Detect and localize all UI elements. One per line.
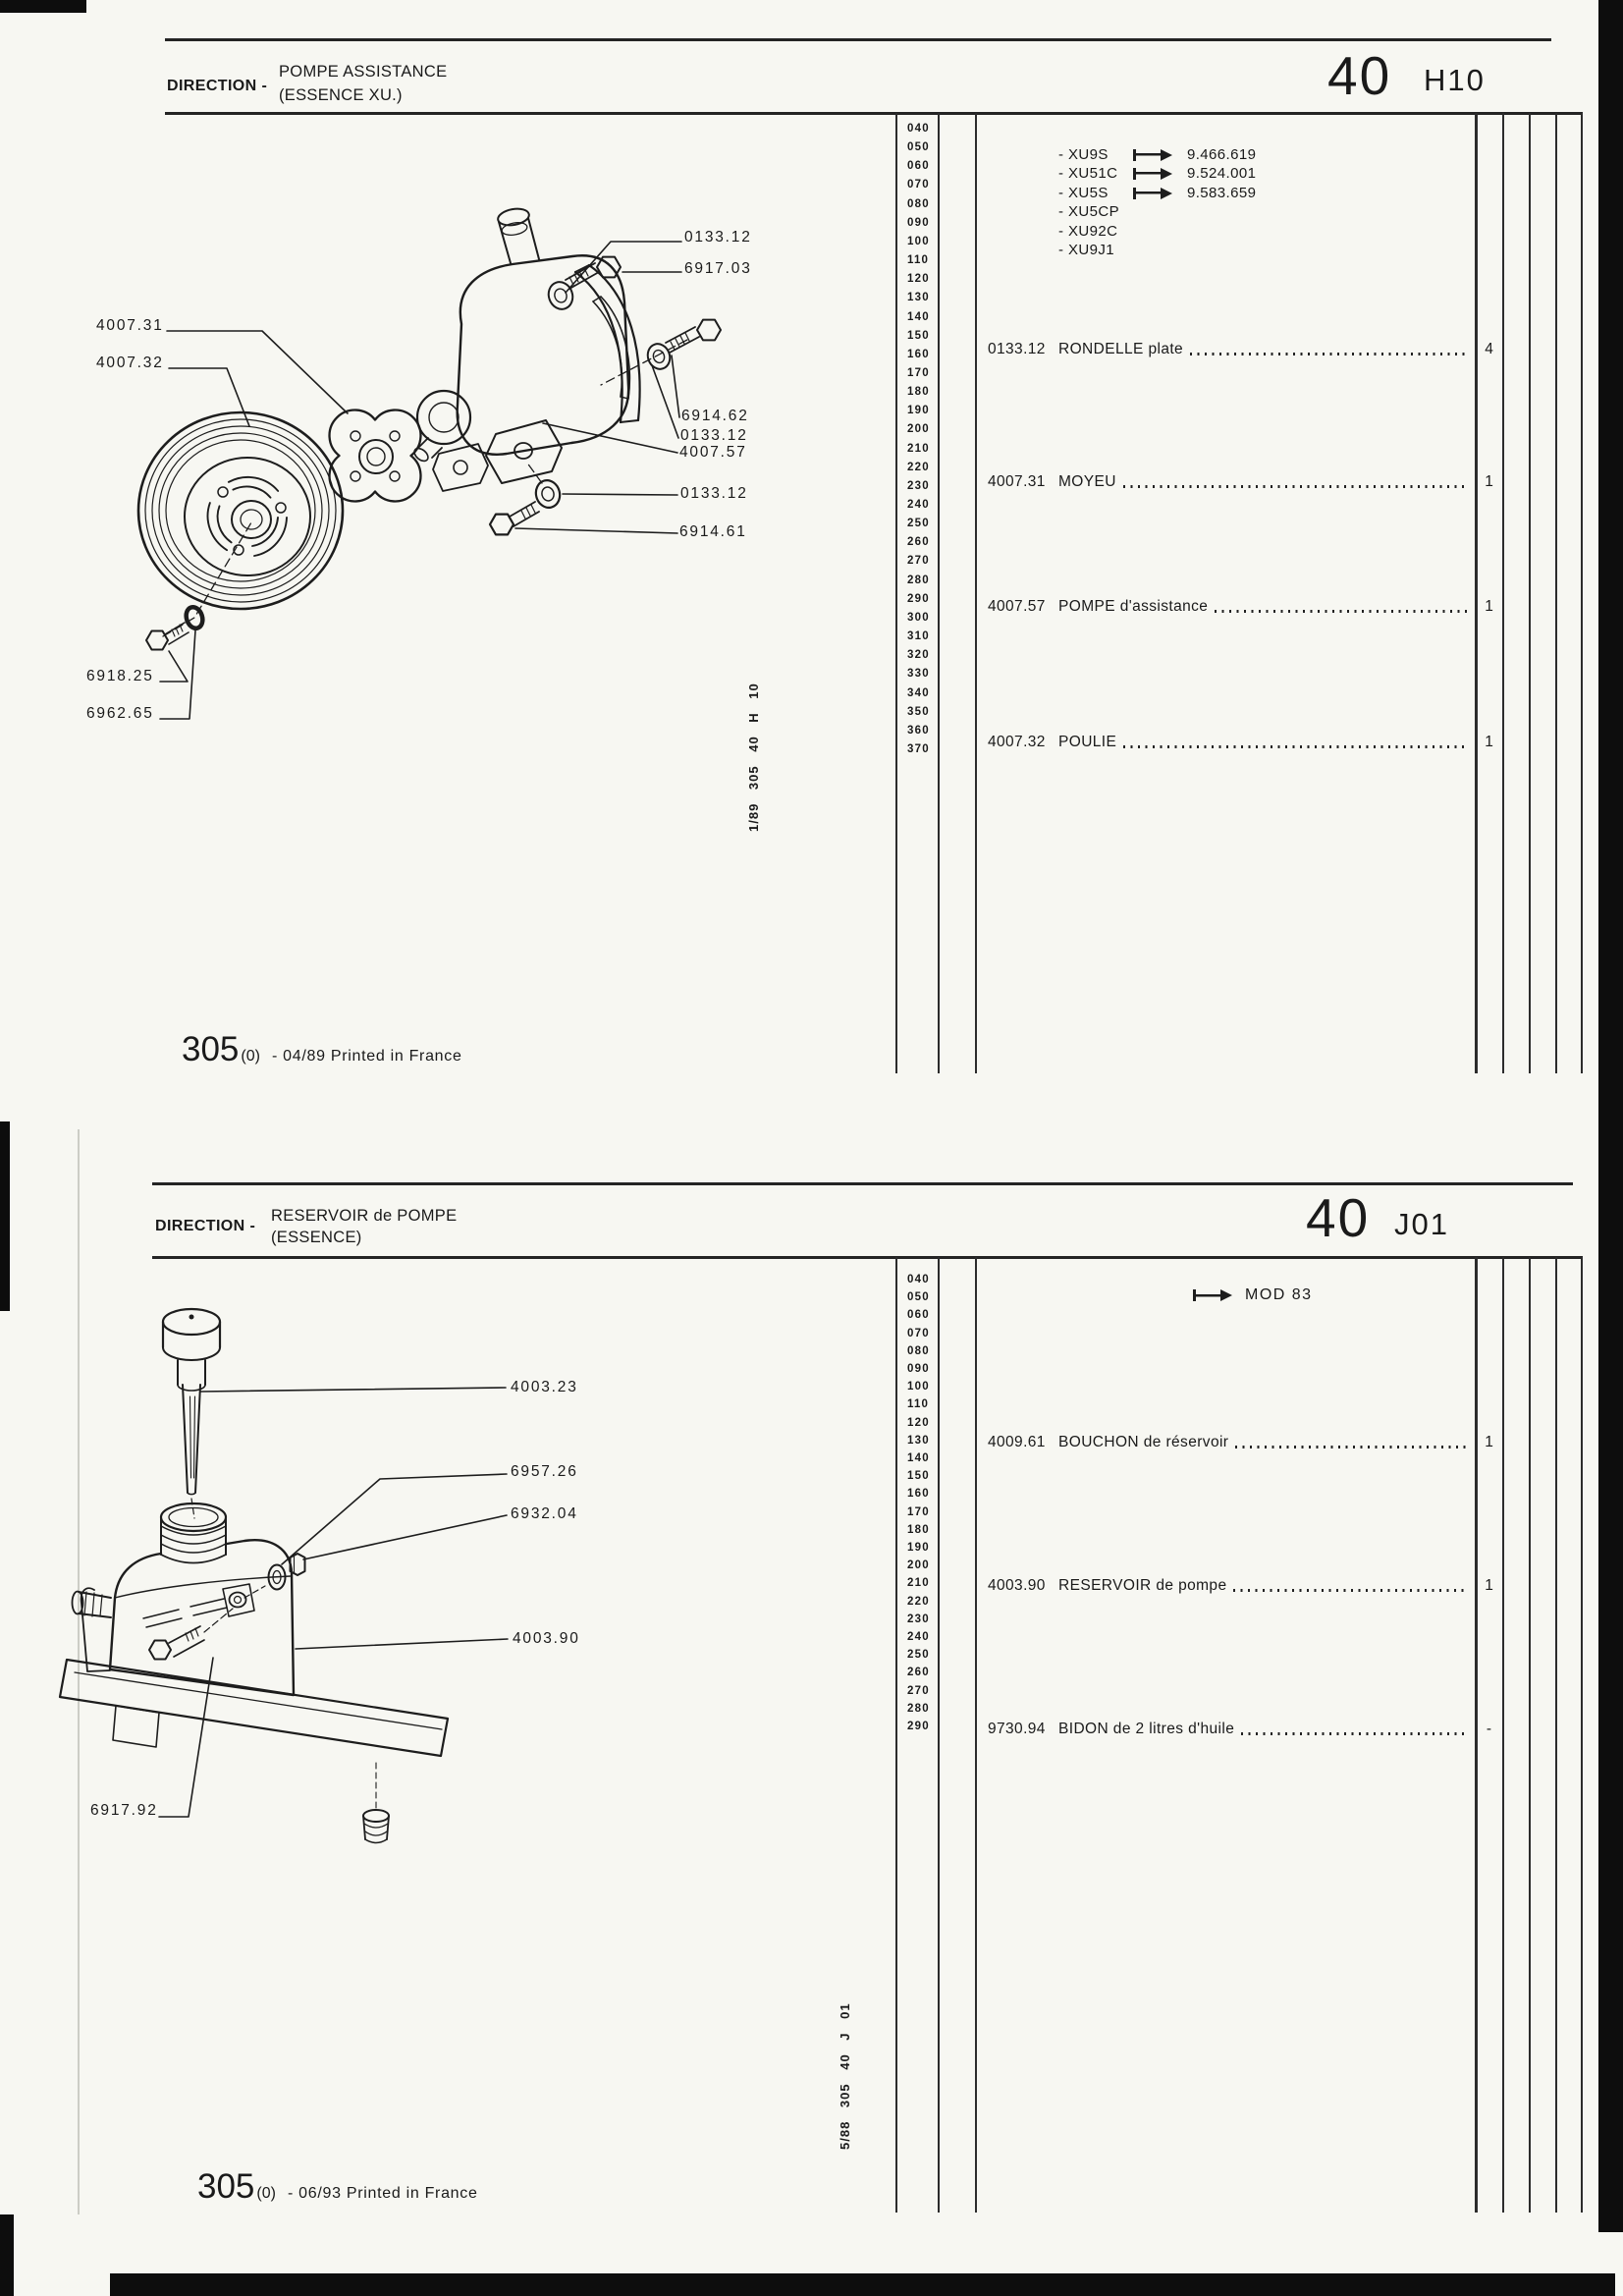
- part-number: 9730.94: [988, 1721, 1046, 1737]
- successor-number: 9.524.001: [1187, 165, 1257, 182]
- dot-leader: [1215, 610, 1467, 612]
- ref-number: 350: [907, 705, 930, 718]
- part-row: [988, 473, 1471, 491]
- ref-number: 270: [907, 1684, 930, 1697]
- tank-body-drawing: [73, 1540, 295, 1695]
- part-number: 4007.57: [988, 598, 1046, 615]
- ref-number: 190: [907, 405, 930, 417]
- washer-icon: [644, 341, 674, 372]
- mod-note-text: MOD 83: [1245, 1286, 1313, 1303]
- ref-number-column: [907, 0, 950, 2296]
- ref-number: 100: [907, 235, 930, 247]
- bracket-arm-drawing: [575, 265, 640, 422]
- bolt-icon: [149, 1609, 233, 1660]
- maps-to-arrow-icon: [1133, 168, 1172, 180]
- part-qty: -: [1486, 1721, 1492, 1737]
- column-line: [1502, 113, 1504, 1073]
- part-qty: 1: [1485, 1434, 1493, 1450]
- part-row: [988, 1577, 1471, 1595]
- ref-number: 280: [907, 1702, 930, 1715]
- page-number: 40: [1306, 1187, 1371, 1248]
- engine-code: - XU5CP: [1058, 203, 1119, 220]
- footer-print-info: - 06/93 Printed in France: [287, 2185, 478, 2202]
- cap-dipstick-drawing: [163, 1309, 220, 1518]
- ref-number: 120: [907, 1416, 930, 1429]
- footer-doc-rev: (0): [241, 1048, 260, 1065]
- part-qty: 1: [1485, 473, 1493, 490]
- ref-number: 170: [907, 1505, 930, 1518]
- pulley-drawing: [138, 412, 343, 609]
- ref-number: 310: [907, 630, 930, 643]
- ref-number: 150: [907, 1470, 930, 1483]
- part-callout: 6932.04: [511, 1505, 578, 1522]
- ref-number: 130: [907, 292, 930, 304]
- ref-number: 220: [907, 1595, 930, 1608]
- part-row: [988, 598, 1471, 616]
- part-callout: 4007.31: [96, 317, 164, 334]
- maps-to-arrow-icon: [1133, 188, 1172, 199]
- section-title-line2: (ESSENCE XU.): [279, 86, 403, 104]
- part-row: [988, 734, 1471, 751]
- ref-number: 340: [907, 686, 930, 699]
- ref-number: 260: [907, 1667, 930, 1679]
- header-rule-top: [165, 38, 1551, 41]
- ref-number: 140: [907, 1452, 930, 1464]
- column-line: [1529, 113, 1531, 1073]
- part-description: RESERVOIR de pompe: [1058, 1577, 1227, 1594]
- ref-number: 230: [907, 1613, 930, 1625]
- ref-number: 160: [907, 348, 930, 360]
- ref-number: 200: [907, 1559, 930, 1572]
- ref-number: 100: [907, 1381, 930, 1394]
- part-callout: 6918.25: [86, 668, 154, 684]
- ref-number: 050: [907, 141, 930, 154]
- engine-code: - XU51C: [1058, 165, 1118, 182]
- part-number: 0133.12: [988, 341, 1046, 357]
- part-callout: 4003.23: [511, 1379, 578, 1395]
- engine-code: - XU9J1: [1058, 242, 1114, 258]
- part-number: 4007.31: [988, 473, 1046, 490]
- part-description: RONDELLE plate: [1058, 341, 1184, 357]
- scan-artifact: [1598, 0, 1623, 2232]
- part-number: 4003.90: [988, 1577, 1046, 1594]
- ref-number: 240: [907, 499, 930, 511]
- part-callout: 0133.12: [680, 485, 748, 502]
- ref-number: 040: [907, 1274, 930, 1285]
- variant-row: [1058, 223, 1133, 240]
- section-label: DIRECTION -: [155, 1218, 256, 1234]
- ref-number: 250: [907, 518, 930, 530]
- page-number: 40: [1327, 45, 1392, 106]
- variant-row: [1058, 185, 1256, 201]
- column-line: [975, 113, 977, 1073]
- column-line: [1475, 113, 1478, 1073]
- ref-number: 110: [907, 254, 930, 267]
- part-row: [988, 1721, 1471, 1738]
- dot-leader: [1233, 1589, 1467, 1591]
- part-description: BOUCHON de réservoir: [1058, 1434, 1229, 1450]
- page-code: H10: [1424, 63, 1486, 97]
- ref-number: 180: [907, 386, 930, 399]
- column-line: [1529, 1257, 1531, 2213]
- ref-number: 370: [907, 742, 930, 755]
- column-line: [1555, 113, 1557, 1073]
- ref-number: 040: [907, 123, 930, 135]
- mod-note: [1193, 1286, 1313, 1304]
- engine-code: - XU9S: [1058, 146, 1109, 163]
- bolt-icon: [146, 623, 189, 650]
- column-line: [895, 113, 897, 1073]
- section-title-line1: POMPE ASSISTANCE: [279, 63, 448, 81]
- scan-artifact: [0, 0, 86, 13]
- ref-number: 060: [907, 160, 930, 173]
- section-label: DIRECTION -: [167, 78, 268, 94]
- successor-number: 9.466.619: [1187, 146, 1257, 163]
- part-callout: 0133.12: [684, 229, 752, 246]
- ref-number: 080: [907, 1344, 930, 1357]
- ref-number: 220: [907, 461, 930, 473]
- column-line: [895, 1257, 897, 2213]
- ref-number: 270: [907, 555, 930, 568]
- engine-code: - XU92C: [1058, 223, 1118, 240]
- ref-number: 210: [907, 1577, 930, 1590]
- part-callout: 6962.65: [86, 705, 154, 722]
- print-code-vertical: 1/89 305 40 H 10: [746, 683, 761, 832]
- ref-number: 330: [907, 668, 930, 681]
- variant-row: [1058, 242, 1133, 258]
- nut-icon: [244, 1554, 305, 1598]
- dot-leader: [1241, 1732, 1467, 1734]
- part-number: 4007.32: [988, 734, 1046, 750]
- part-callout: 4003.90: [513, 1630, 580, 1647]
- ref-number: 190: [907, 1542, 930, 1554]
- ref-number: 180: [907, 1523, 930, 1536]
- column-line: [975, 1257, 977, 2213]
- ref-number: 210: [907, 442, 930, 455]
- part-callout: 6957.26: [511, 1463, 578, 1480]
- footer-print-info: - 04/89 Printed in France: [271, 1048, 462, 1065]
- header-rule-top: [152, 1182, 1573, 1185]
- washer-icon: [545, 279, 576, 313]
- pump-exploded-diagram: [59, 128, 893, 795]
- part-row: [988, 1434, 1471, 1451]
- part-qty: 1: [1485, 1577, 1493, 1594]
- part-callout: 4007.57: [679, 444, 747, 461]
- part-callout: 6917.03: [684, 260, 752, 277]
- print-code-vertical: 5/88 305 40 J 01: [838, 2002, 852, 2150]
- assembly-axis: [163, 340, 687, 636]
- ref-number: 080: [907, 197, 930, 210]
- washer-icon: [533, 477, 563, 510]
- column-line: [1581, 113, 1583, 1073]
- part-qty: 1: [1485, 598, 1493, 615]
- part-description: POMPE d'assistance: [1058, 598, 1209, 615]
- bolt-icon: [490, 502, 539, 534]
- ref-number: 120: [907, 273, 930, 286]
- part-number: 4009.61: [988, 1434, 1046, 1450]
- ref-number: 050: [907, 1291, 930, 1304]
- ref-number: 150: [907, 329, 930, 342]
- dot-leader: [1235, 1446, 1467, 1448]
- ref-number: 060: [907, 1309, 930, 1322]
- part-callout: 6914.62: [681, 408, 749, 424]
- ref-number: 250: [907, 1649, 930, 1662]
- ref-number: 090: [907, 1363, 930, 1375]
- maps-to-arrow-icon: [1133, 149, 1172, 161]
- page-code: J01: [1394, 1207, 1449, 1241]
- scan-artifact: [0, 1121, 10, 1311]
- ref-number: 140: [907, 310, 930, 323]
- ref-number: 070: [907, 179, 930, 191]
- ref-number: 200: [907, 423, 930, 436]
- section-title-line2: (ESSENCE): [271, 1229, 362, 1246]
- ref-number: 170: [907, 366, 930, 379]
- part-row: [988, 341, 1471, 358]
- part-callout: 6917.92: [90, 1802, 158, 1819]
- part-callout: 0133.12: [680, 427, 748, 444]
- section-title-line1: RESERVOIR de POMPE: [271, 1207, 458, 1225]
- part-description: BIDON de 2 litres d'huile: [1058, 1721, 1235, 1737]
- ref-number: 280: [907, 574, 930, 586]
- header-rule-bottom: [152, 1256, 1583, 1259]
- base-tray-drawing: [60, 1660, 448, 1756]
- column-line: [1581, 1257, 1583, 2213]
- footer-doc-number: 305: [197, 2167, 255, 2206]
- dot-leader: [1123, 485, 1467, 487]
- variant-row: [1058, 165, 1256, 182]
- ref-number: 320: [907, 649, 930, 662]
- ref-number: 290: [907, 592, 930, 605]
- page-footer: [182, 1032, 462, 1066]
- ref-number: 130: [907, 1434, 930, 1447]
- bolt-icon: [666, 320, 721, 353]
- variant-row: [1058, 146, 1256, 163]
- ref-number: 110: [907, 1398, 930, 1411]
- ref-number: 290: [907, 1721, 930, 1732]
- dot-leader: [1123, 745, 1467, 747]
- header-rule-bottom: [165, 112, 1583, 115]
- ref-number: 260: [907, 536, 930, 549]
- ref-number: 230: [907, 479, 930, 492]
- scan-artifact: [0, 2214, 14, 2296]
- column-line: [1555, 1257, 1557, 2213]
- page-footer: [197, 2169, 478, 2204]
- variant-row: [1058, 203, 1133, 220]
- part-description: MOYEU: [1058, 473, 1116, 490]
- ref-number: 090: [907, 216, 930, 229]
- ref-number: 160: [907, 1488, 930, 1501]
- part-qty: 1: [1485, 734, 1493, 750]
- ref-number: 300: [907, 611, 930, 624]
- successor-number: 9.583.659: [1187, 185, 1257, 201]
- part-callout: 6914.61: [679, 523, 747, 540]
- part-qty: 4: [1485, 341, 1493, 357]
- engine-code: - XU5S: [1058, 185, 1109, 201]
- ref-number: 070: [907, 1327, 930, 1339]
- footer-doc-number: 305: [182, 1030, 240, 1068]
- hub-drawing: [330, 410, 421, 502]
- part-description: POULIE: [1058, 734, 1117, 750]
- ref-number: 360: [907, 724, 930, 737]
- dot-leader: [1190, 353, 1467, 355]
- part-callout: 4007.32: [96, 355, 164, 371]
- scan-artifact: [110, 2273, 1615, 2296]
- maps-to-arrow-icon: [1193, 1289, 1232, 1301]
- footer-doc-rev: (0): [256, 2185, 276, 2202]
- pump-body-drawing: [412, 206, 628, 491]
- ref-number: 240: [907, 1631, 930, 1643]
- drain-screw-icon: [363, 1763, 389, 1843]
